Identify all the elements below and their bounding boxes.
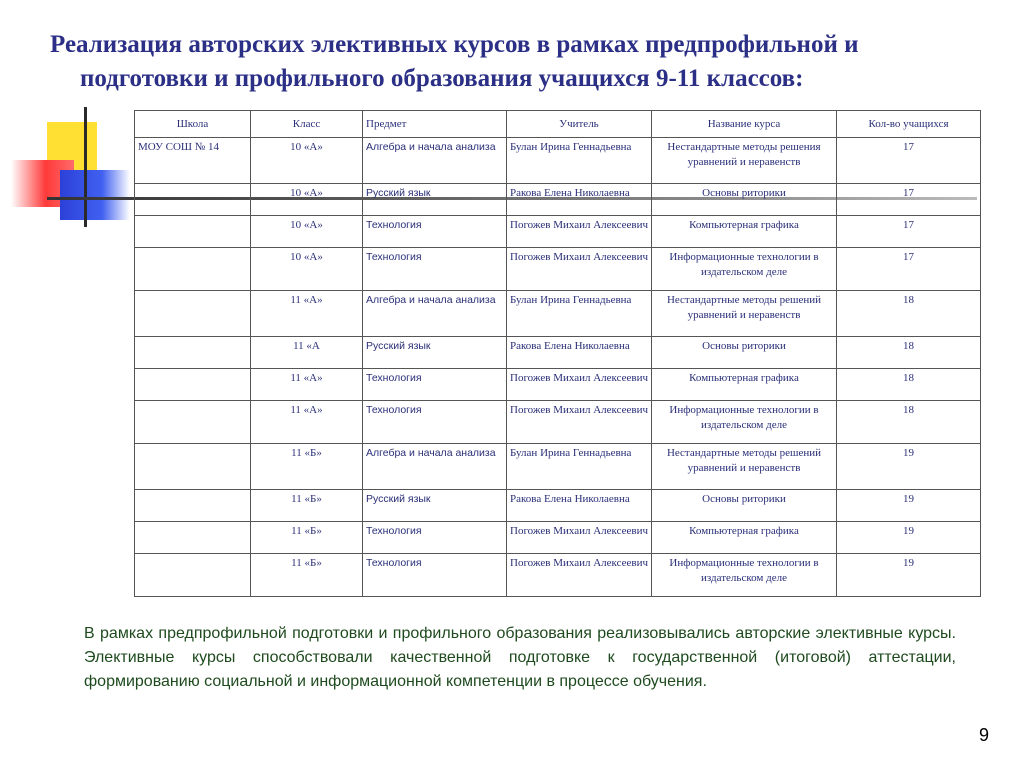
header-teacher: Учитель [507,111,652,138]
cell-class: 11 «А» [251,291,363,337]
slide-title [50,28,990,96]
table-row [135,401,981,444]
title-line-1: Реализация авторских элективных курсов в рамках предпрофильной и [50,31,859,58]
cell-course: Нестандартные методы решений уравнений и неравенств [652,444,837,490]
table-row [135,291,981,337]
cell-teacher: Ракова Елена Николаевна [507,490,652,522]
cell-count: 17 [837,216,981,248]
cell-count: 19 [837,444,981,490]
cell-school [135,184,251,216]
cell-subject: Технология [363,248,507,291]
table-row [135,216,981,248]
cell-class: 11 «А» [251,369,363,401]
cell-count: 18 [837,401,981,444]
cell-teacher: Булан Ирина Геннадьевна [507,138,652,184]
table-row [135,337,981,369]
table-row [135,444,981,490]
cell-subject: Русский язык [363,337,507,369]
cell-count: 17 [837,248,981,291]
cell-school [135,490,251,522]
cell-course: Компьютерная графика [652,522,837,554]
cell-subject: Алгебра и начала анализа [363,291,507,337]
cell-course: Нестандартные методы решений уравнений и неравенств [652,291,837,337]
cell-subject: Технология [363,369,507,401]
cell-class: 11 «А» [251,401,363,444]
header-count: Кол-во учащихся [837,111,981,138]
cell-subject: Русский язык [363,184,507,216]
table-row [135,248,981,291]
cell-teacher: Погожев Михаил Алексеевич [507,522,652,554]
cell-course: Основы риторики [652,490,837,522]
cell-count: 19 [837,522,981,554]
page-number: 9 [979,725,990,745]
cell-count: 18 [837,369,981,401]
cell-course: Компьютерная графика [652,216,837,248]
cell-school [135,248,251,291]
cell-subject: Русский язык [363,490,507,522]
cell-course: Основы риторики [652,184,837,216]
summary-paragraph: В рамках предпрофильной подготовки и профильного образования реализовывались авторские элективные курсы. Элективные курсы способствовали качественной подготовке к государственной (итоговой) аттестации, формированию социальной и информационной компетенции в процессе обучения. [84,625,956,690]
cell-subject: Технология [363,401,507,444]
cell-teacher: Погожев Михаил Алексеевич [507,369,652,401]
cell-teacher: Булан Ирина Геннадьевна [507,291,652,337]
cell-course: Нестандартные методы решения уравнений и неравенств [652,138,837,184]
header-course: Название курса [652,111,837,138]
cell-class: 10 «А» [251,216,363,248]
cell-course: Информационные технологии в издательском деле [652,248,837,291]
cell-course: Компьютерная графика [652,369,837,401]
table-row [135,184,981,216]
cell-school [135,337,251,369]
header-subject: Предмет [363,111,507,138]
table-row [135,369,981,401]
cell-count: 17 [837,184,981,216]
cell-subject: Технология [363,522,507,554]
cell-teacher: Погожев Михаил Алексеевич [507,554,652,597]
cell-subject: Алгебра и начала анализа [363,444,507,490]
cell-teacher: Ракова Елена Николаевна [507,184,652,216]
cell-teacher: Погожев Михаил Алексеевич [507,401,652,444]
cell-count: 19 [837,554,981,597]
header-class: Класс [251,111,363,138]
cell-count: 19 [837,490,981,522]
cell-school [135,444,251,490]
cell-subject: Технология [363,216,507,248]
title-line-2: подготовки и профильного образования учащихся 9-11 классов: [80,65,804,92]
cell-course: Основы риторики [652,337,837,369]
header-school: Школа [135,111,251,138]
cell-class: 11 «Б» [251,444,363,490]
cell-school [135,216,251,248]
cell-teacher: Булан Ирина Геннадьевна [507,444,652,490]
cell-class: 10 «А» [251,248,363,291]
cell-school [135,291,251,337]
cell-class: 10 «А» [251,184,363,216]
cell-class: 11 «Б» [251,522,363,554]
courses-table [134,110,981,597]
table-header-row [135,111,981,138]
cell-class: 10 «А» [251,138,363,184]
cell-subject: Технология [363,554,507,597]
cell-count: 17 [837,138,981,184]
cell-teacher: Погожев Михаил Алексеевич [507,216,652,248]
vertical-rule [84,107,87,227]
cell-school [135,369,251,401]
cell-class: 11 «А [251,337,363,369]
table-row [135,138,981,184]
cell-course: Информационные технологии в издательском деле [652,554,837,597]
cell-class: 11 «Б» [251,490,363,522]
cell-count: 18 [837,291,981,337]
cell-course: Информационные технологии в издательском деле [652,401,837,444]
cell-teacher: Погожев Михаил Алексеевич [507,248,652,291]
cell-school: МОУ СОШ № 14 [135,138,251,184]
cell-class: 11 «Б» [251,554,363,597]
table-row [135,522,981,554]
blue-square [60,170,130,220]
cell-count: 18 [837,337,981,369]
cell-school [135,522,251,554]
cell-subject: Алгебра и начала анализа [363,138,507,184]
table-row [135,490,981,522]
cell-school [135,401,251,444]
table-row [135,554,981,597]
cell-school [135,554,251,597]
cell-teacher: Ракова Елена Николаевна [507,337,652,369]
